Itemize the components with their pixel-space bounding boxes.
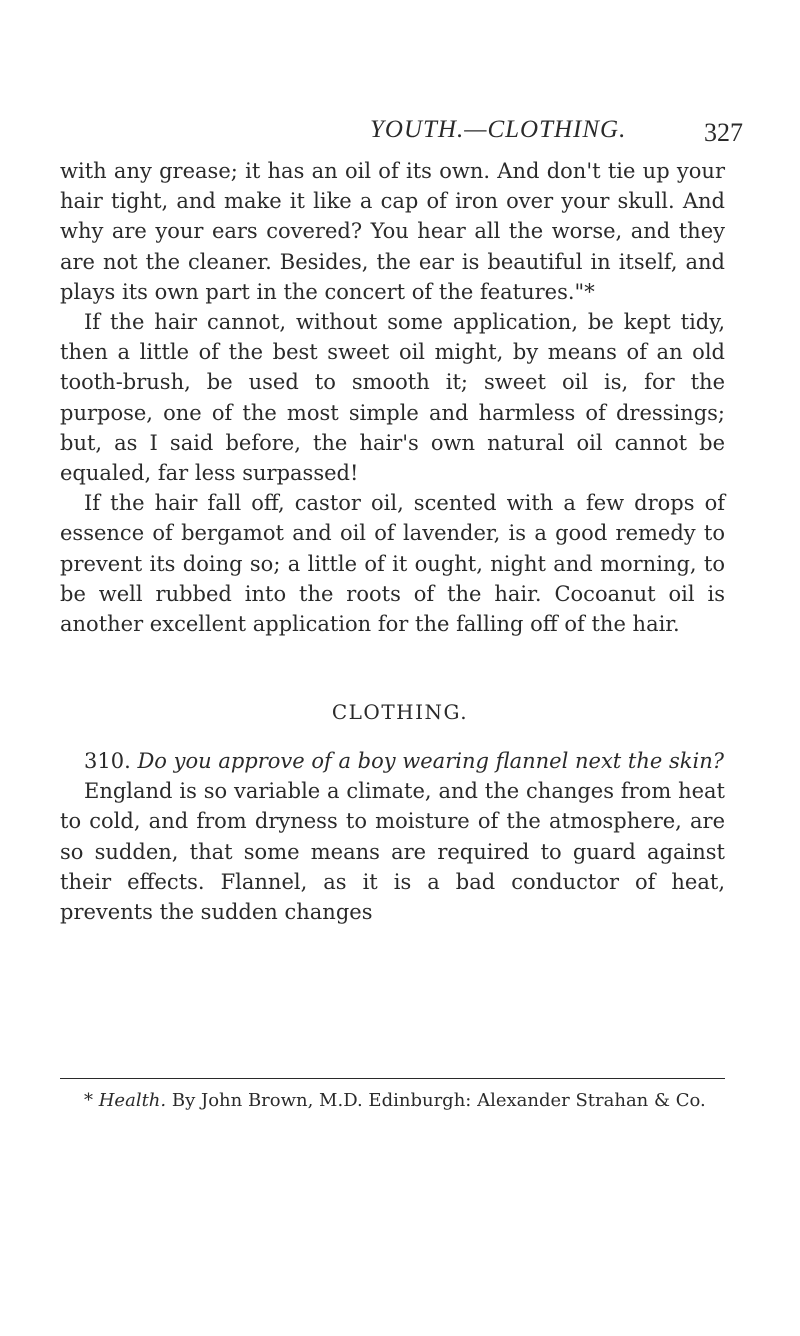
answer-paragraph: England is so variable a climate, and the changes from heat to cold, and from dryness to moisture of the atmosphere, are so sudden, that some means are required to guard against their effects. Flannel, as it is a bad conductor of heat, prevents the sudden changes <box>60 779 725 925</box>
question <box>60 746 725 776</box>
question-number: 310. <box>84 749 131 773</box>
section-heading: CLOTHING. <box>331 700 469 724</box>
question-text: Do you approve of a boy wearing flannel next the skin? <box>137 749 724 773</box>
paragraph: If the hair fall off, castor oil, scented with a few drops of essence of bergamot and oil of lavender, is a good remedy to prevent its doing so; a little of it ought, night and morning, to be well rubbed into the roots of the hair. Cocoanut oil is another excellent application for the falling off of the hair. <box>60 491 725 637</box>
paragraph: with any grease; it has an oil of its own. And don't tie up your hair tight, and make it like a cap of iron over your skull. And why are your ears covered? You hear all the worse, and they are not the cleaner. Besides, the ear is beautiful in itself, and plays its own part in the concert of the features."* <box>60 159 725 304</box>
question-block <box>60 746 725 927</box>
footnote-citation: By John Brown, M.D. Edinburgh: Alexander Strahan & Co. <box>171 1090 706 1111</box>
running-head: YOUTH.—CLOTHING. <box>370 116 627 143</box>
page-number: 327 <box>704 118 743 147</box>
paragraph: If the hair cannot, without some application, be kept tidy, then a little of the best sweet oil might, by means of an old tooth-brush, be used to smooth it; sweet oil is, for the purpose, one of the most simple and harmless of dressings; but, as I said before, the hair's own natural oil cannot be equaled, far less surpassed! <box>60 310 725 486</box>
footnote-title: Health. <box>98 1090 167 1111</box>
footnote-marker: * <box>84 1090 93 1111</box>
footnote-divider <box>60 1078 725 1079</box>
footnote <box>60 1088 725 1114</box>
body-text <box>60 156 725 639</box>
